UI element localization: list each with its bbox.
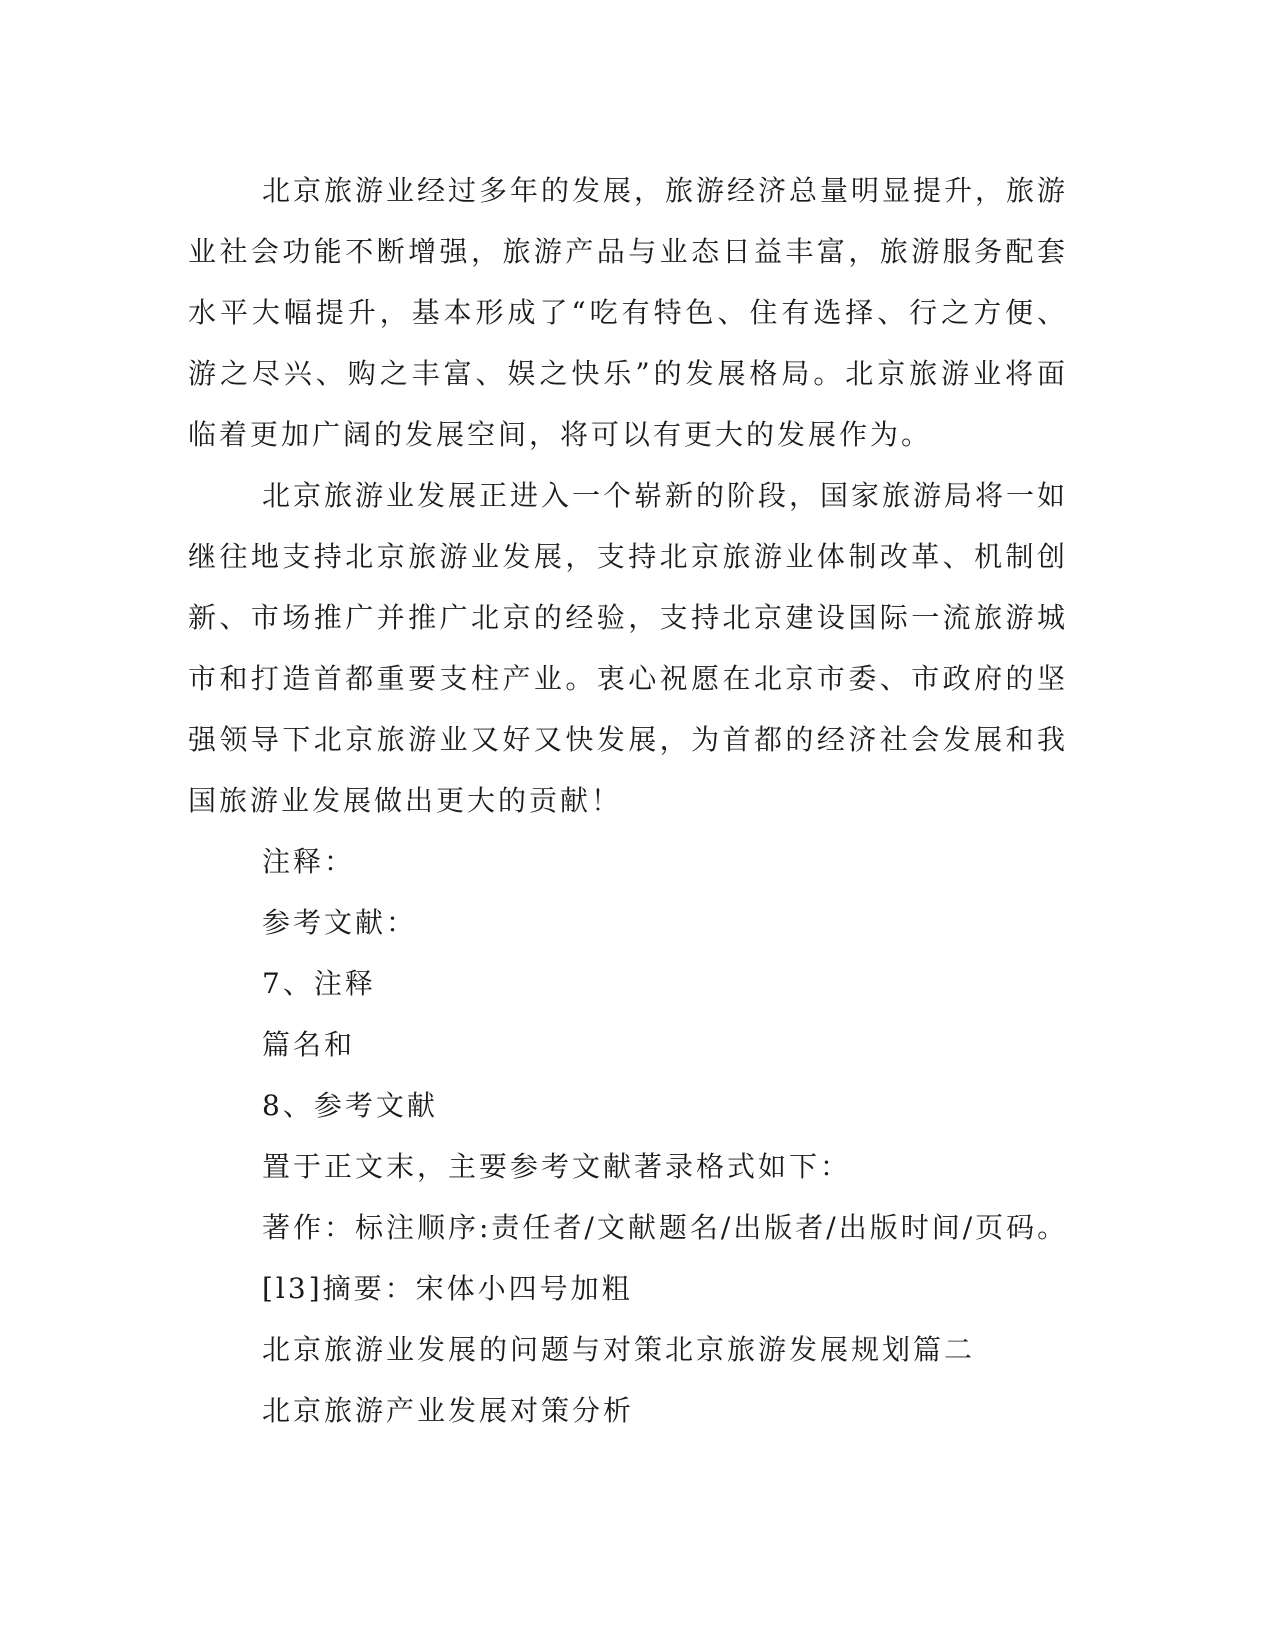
text-line: 置于正文末，主要参考文献著录格式如下： — [262, 1150, 852, 1183]
text-line: [l3]摘要：宋体小四号加粗 — [262, 1272, 633, 1305]
notes-heading: 注释： — [262, 845, 356, 878]
references-heading: 参考文献： — [262, 906, 418, 939]
paragraph: 北京旅游业经过多年的发展，旅游经济总量明显提升，旅游业社会功能不断增强，旅游产品与业态日益丰富，旅游服务配套水平大幅提升，基本形成了“吃有特色、住有选择、行之方便、游之尽兴、购之丰富、娱之快乐”的发展格局。北京旅游业将面临着更加广阔的发展空间，将可以有更大的发展作为。 — [188, 174, 1069, 451]
text-line: 篇名和 — [262, 1028, 356, 1061]
document-body — [188, 160, 1068, 1441]
section-heading-references: 8、参考文献 — [262, 1089, 438, 1122]
text-line: 北京旅游产业发展对策分析 — [262, 1394, 635, 1427]
text-line: 北京旅游业发展的问题与对策北京旅游发展规划篇二 — [262, 1333, 976, 1366]
paragraph: 北京旅游业发展正进入一个崭新的阶段，国家旅游局将一如继往地支持北京旅游业发展，支持北京旅游业体制改革、机制创新、市场推广并推广北京的经验，支持北京建设国际一流旅游城市和打造首都重要支柱产业。衷心祝愿在北京市委、市政府的坚强领导下北京旅游业又好又快发展，为首都的经济社会发展和我国旅游业发展做出更大的贡献！ — [188, 479, 1069, 817]
text-line: 著作：标注顺序:责任者/文献题名/出版者/出版时间/页码。 — [262, 1211, 1069, 1244]
section-heading-notes: 7、注释 — [262, 967, 376, 1000]
